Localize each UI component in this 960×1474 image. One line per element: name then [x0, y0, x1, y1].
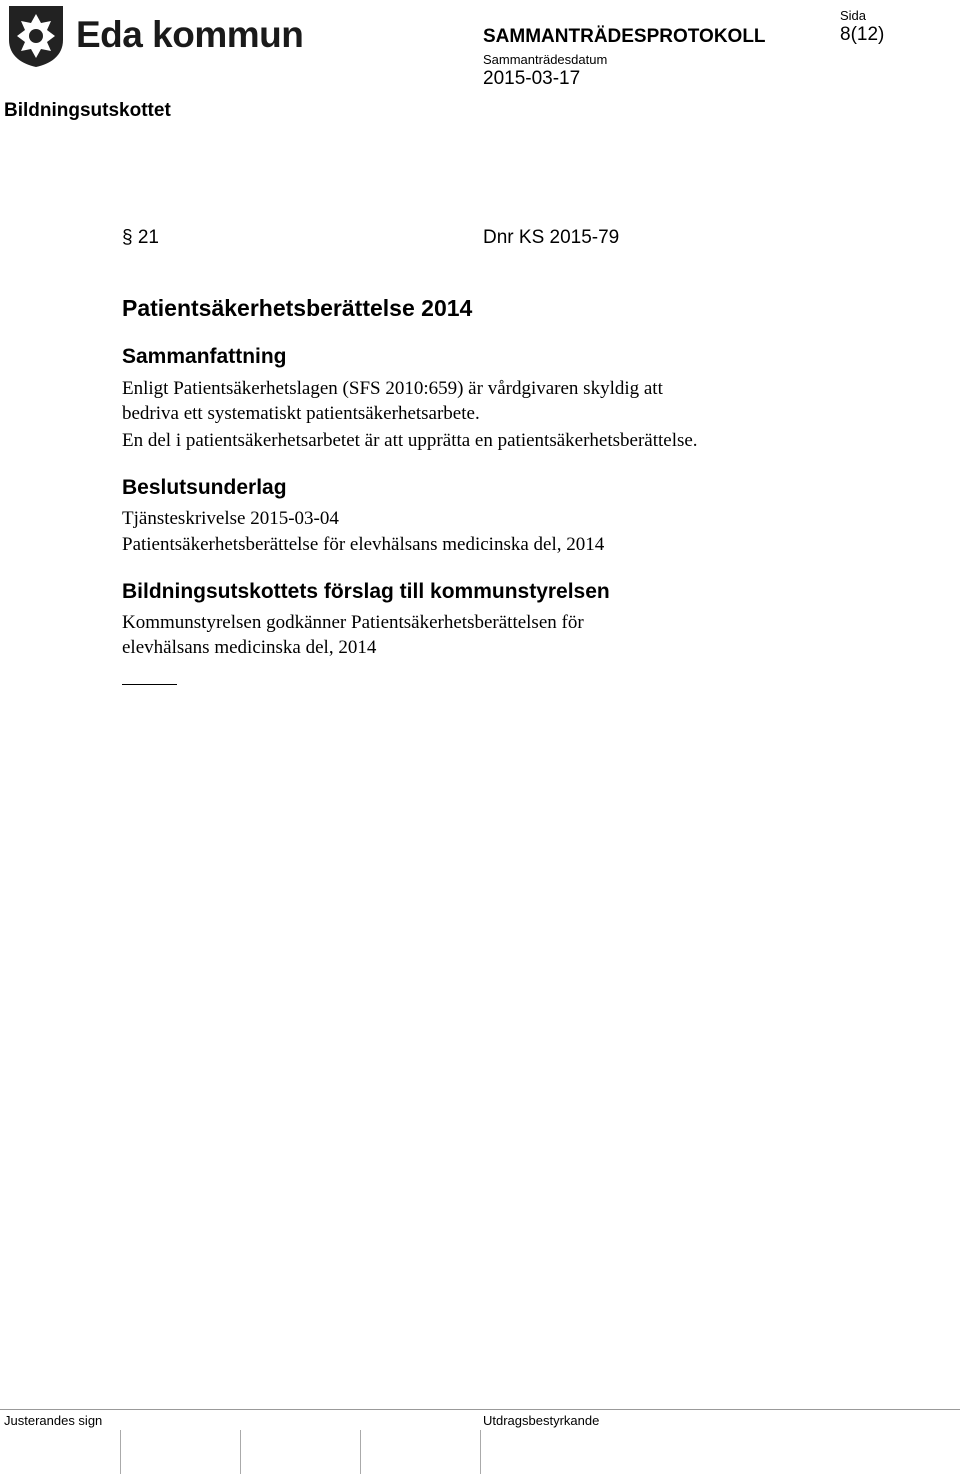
summary-line: bedriva ett systematiskt patientsäkerhetsarbete.: [122, 403, 480, 424]
utdragsbestyrkande-label: Utdragsbestyrkande: [483, 1413, 600, 1428]
item-title: Patientsäkerhetsberättelse 2014: [122, 295, 473, 321]
end-divider: [122, 684, 177, 685]
signature-box-divider: [480, 1430, 481, 1474]
signature-box-divider: [360, 1430, 361, 1474]
signature-box-divider: [240, 1430, 241, 1474]
summary-heading: Sammanfattning: [122, 345, 287, 368]
proposal-line: elevhälsans medicinska del, 2014: [122, 637, 377, 658]
paragraph-symbol: §: [122, 227, 133, 248]
shield-fortress-icon: [6, 4, 66, 68]
meeting-date-label: Sammanträdesdatum: [483, 52, 608, 67]
page-number: 8(12): [840, 24, 885, 45]
signature-box-divider: [120, 1430, 121, 1474]
document-type: SAMMANTRÄDESPROTOKOLL: [483, 26, 766, 47]
meeting-date-value: 2015-03-17: [483, 68, 581, 89]
summary-line: En del i patientsäkerhetsarbetet är att upprätta en patientsäkerhetsberättelse.: [122, 430, 698, 451]
proposal-heading: Bildningsutskottets förslag till kommunstyrelsen: [122, 580, 610, 603]
proposal-line: Kommunstyrelsen godkänner Patientsäkerhetsberättelsen för: [122, 612, 584, 633]
case-number: Dnr KS 2015-79: [483, 227, 620, 248]
justerandes-sign-label: Justerandes sign: [4, 1413, 103, 1428]
paragraph-number: [122, 227, 159, 249]
department-name: Bildningsutskottet: [4, 100, 171, 121]
summary-line: Enligt Patientsäkerhetslagen (SFS 2010:659) är vårdgivaren skyldig att: [122, 378, 663, 399]
eda-kommun-logo: [6, 4, 66, 68]
paragraph-number-value: 21: [137, 227, 159, 248]
basis-heading: Beslutsunderlag: [122, 476, 287, 499]
basis-line: Patientsäkerhetsberättelse för elevhälsans medicinska del, 2014: [122, 534, 605, 555]
logo-text: Eda kommun: [76, 14, 304, 55]
basis-line: Tjänsteskrivelse 2015-03-04: [122, 508, 339, 529]
page-label: Sida: [840, 8, 867, 23]
footer-divider: [0, 1409, 960, 1410]
